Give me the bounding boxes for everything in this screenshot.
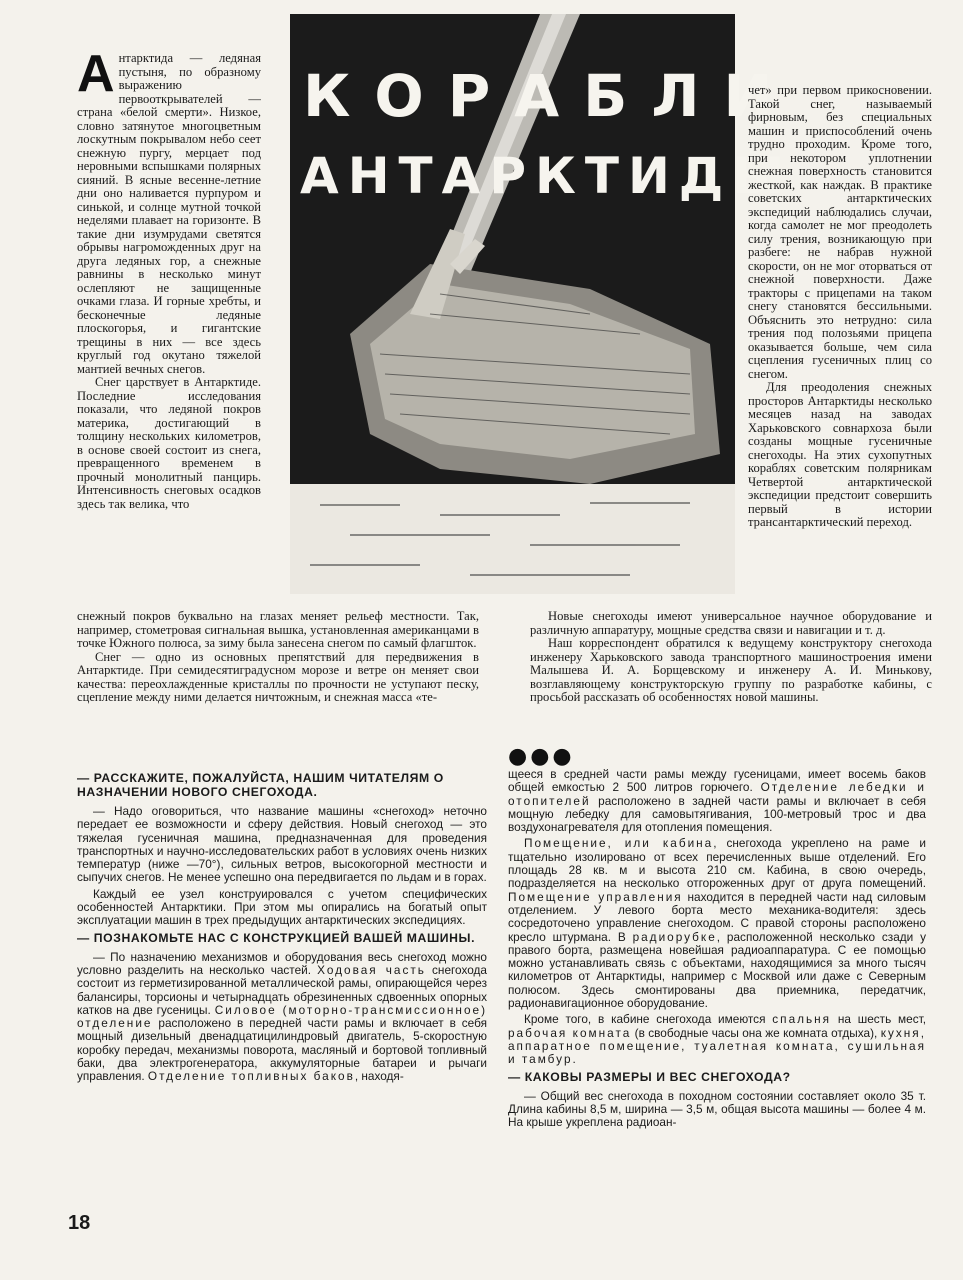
answer-paragraph: щееся в средней части рамы между гусеницами, имеет восемь баков общей емкостью 2 500 литров горючего. Отделение лебедки и отопителей расположено в задней части рамы и включает в себя мощную лебедку для самовытягивания, 100-метровый трос и два воздухонагревателя для отопления помещения. (508, 768, 926, 835)
intro-paragraph: Новые снегоходы имеют универсальное научное оборудование и различную аппаратуру, мощные средства связи и навигации и т. д. (530, 610, 932, 637)
title-line-1: КОРАБЛИ (303, 62, 797, 130)
answer-paragraph: — По назначению механизмов и оборудования весь снегоход можно условно разделить на несколько частей. Ходовая часть снегохода состоит из герметизированной металлической рамы, опирающейся через балансиры, торсионы и четырнадцать обрезиненных сдвоенных опорных катков на две гусеницы. Силовое (моторно-трансмиссионное) отделение расположено в передней части рамы и включает в себя мощный дизельный двенадцатицилиндровый двигатель, 5-скоростную коробку передач, механизмы поворота, масляный и бортовой топливный баки, два электрогенератора, аккумуляторные батареи и рычаги управления. Отделение топливных баков, находя- (77, 949, 487, 1084)
answer-paragraph: Кроме того, в кабине снегохода имеются спальня на шесть мест, рабочая комната (в свободные часы она же комната отдыха), кухня, аппаратное помещение, туалетная комната, сушильная и тамбур. (508, 1012, 926, 1067)
intro-paragraph: Наш корреспондент обратился к ведущему конструктору снегохода инженеру Харьковского завода транспортного машиностроения имени Малышева И. А. Борщевскому и инженеру А. И. Миньковy, возглавляющему конструкторскую группу по разработке кабины, с просьбой рассказать об особенностях новой машины. (530, 636, 932, 704)
intro-paragraph: Для преодоления снежных просторов Антарктиды несколько месяцев назад на заводах Харьковского совнархоза были созданы мощные гусеничные снегоходы. На этих сухопутных кораблях советским полярникам Четвертой антарктической экспедиции предстоит совершить первый в истории трансантарктический переход. (748, 380, 932, 529)
intro-paragraph: Снег — одно из основных препятствий для передвижения в Антарктиде. При семидесятиградусном морозе и ветре он меняет свои качества: переохлажденные кристаллы по прочности не уступают песку, сцепление между ними делается ничтожным, и снежная масса «те- (77, 649, 479, 704)
section-divider: ●●● (508, 744, 575, 769)
intro-paragraph: чет» при первом прикосновении. Такой снег, называемый фирновым, без специальных машин и приспособлений очень трудно проходим. Кроме того, при некотором уплотнении снежная поверхность становится жесткой, как наждак. В практике советских антарктических экспедиций наблюдались случаи, когда самолет не мог преодолеть силу трения, возникающую при разбеге: не набрав нужной скорости, он не мог оторваться от снежной поверхности. Даже тракторы с прицепами на таком снегу становятся бессильными. Объяснить это нетрудно: сила трения под полозьями прицепа оказывается больше, чем сила сцепления гусеничных плиц со снегом. (748, 84, 932, 381)
page-number: 18 (68, 1212, 91, 1234)
intro-paragraph: снежный покров буквально на глазах меняет рельеф местности. Так, например, стометровая сигнальная вышка, установленная американцами в точке Южного полюса, за зиму была занесена снегом по самый флагшток. (77, 610, 479, 650)
answer-paragraph: Помещение, или кабина, снегохода укреплено на раме и тщательно изолировано от всех перечисленных выше отделений. Его площадь 28 кв. м и высота 210 см. Кабина, в свою очередь, подразделяется на несколько отгороженных друг от друга помещений. Помещение управления находится в передней части над силовым отделением. У левого борта место механика-водителя: здесь сосредоточено управление снегоходом. С правой стороны расположено кресло штурмана. В радиорубке, расположенной несколько сзади у правого борта, размещена новейшая радиоаппаратура. С ее помощью можно устанавливать связь с объектами, находящимися за много тысяч километров от Антарктиды, например с Москвой или даже с Северным полюсом. Здесь смонтированы два приемника, передатчик, радионавигационное оборудование. (508, 836, 926, 1011)
title-line-2: АНТАРКТИДЫ (300, 147, 794, 205)
intro-column-left-wide (77, 610, 479, 728)
question-heading: — КАКОВЫ РАЗМЕРЫ И ВЕС СНЕГОХОДА? (508, 1069, 791, 1084)
answer-paragraph: — Общий вес снегохода в походном состоянии составляет около 35 т. Длина кабины 8,5 м, ширина — 3,5 м, общая высота машины — более 4 м. На крыше укреплена радиоан- (508, 1088, 926, 1130)
intro-paragraph: Антарктида — ледяная пустыня, по образному выражению первооткрывателей — страна «белой смерти». Низкое, словно затянутое многоцветным лоскутным покрывалом небо сеет снежную пургу, мерцает под неровными вспышками полярных сияний. В ясные весенне-летние дни оно наливается пурпуром и синькой, и солнце мутной точкой неделями плавает на горизонте. В такие дни изумрудами светятся обрывы нагроможденных друг на друга ледяных гор, а снежные равнины в несколько минут ослепляют не защищенные очками глаза. И горные хребты, и бесконечные ледяные плоскогорья, и гигантские трещины в них — все здесь круглый год окутано тяжелой мантией вечных снегов. (77, 52, 261, 376)
question-heading: — РАССКАЖИТЕ, ПОЖАЛУЙСТА, НАШИМ ЧИТАТЕЛЯМ О НАЗНАЧЕНИИ НОВОГО СНЕГОХОДА. (77, 771, 444, 799)
intro-paragraph: Снег царствует в Антарктиде. Последние исследования показали, что ледяной покров материка, достигающий в толщину нескольких километров, в основе своей состоит из снега, превращенного временем в прочный монолитный панцирь. Интенсивность снеговых осадков здесь так велика, что (77, 375, 261, 511)
intro-column-left (77, 52, 261, 612)
answer-paragraph: — Надо оговориться, что название машины «снегоход» неточно передает ее возможности и сферу действия. Новый снегоход — это тяжелая гусеничная машина, предназначенная для проведения транспортных и научно-исследовательских работ в условиях очень низких температур (ниже —70°), сильных ветров, высокогорной местности и сыпучих снегов. Не менее успешно она передвигается по льдам и в горах. (77, 804, 487, 885)
question-heading: — ПОЗНАКОМЬТЕ НАС С КОНСТРУКЦИЕЙ ВАШЕЙ МАШИНЫ. (77, 930, 476, 945)
interview-column-right (508, 768, 926, 1188)
answer-paragraph: Каждый ее узел конструировался с учетом специфических особенностей Антарктики. При этом мы опирались на богатый опыт эксплуатации машин в трех предыдущих антарктических экспедициях. (77, 886, 487, 928)
intro-column-right (748, 84, 932, 612)
interview-column-left (77, 768, 487, 1188)
drop-cap: А (77, 52, 115, 103)
intro-column-right-wide (530, 610, 932, 734)
